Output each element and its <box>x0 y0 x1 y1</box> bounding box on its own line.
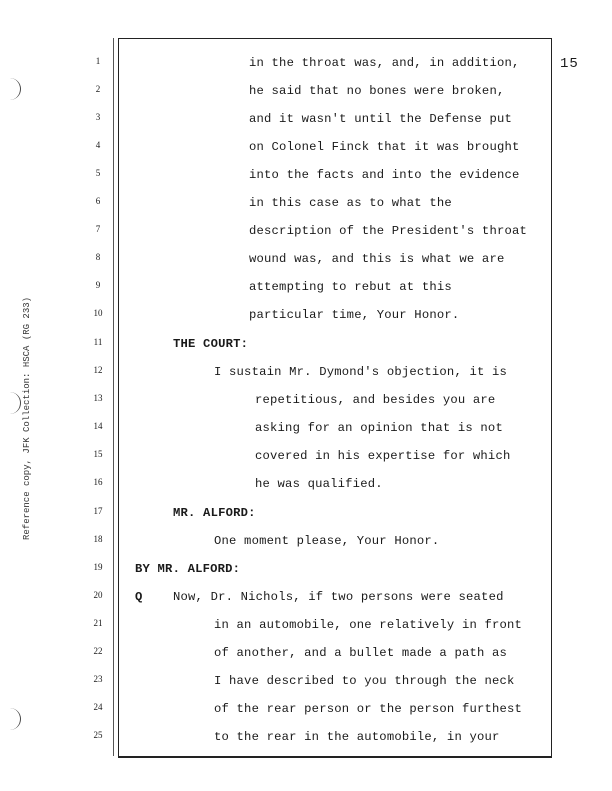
examination-heading: BY MR. ALFORD: <box>135 562 241 576</box>
transcript-line: of another, and a bullet made a path as <box>214 646 508 660</box>
transcript-line: he said that no bones were broken, <box>249 84 505 98</box>
transcript-line: wound was, and this is what we are <box>249 252 505 266</box>
transcript-line: One moment please, Your Honor. <box>214 534 440 548</box>
transcript-line: particular time, Your Honor. <box>249 308 460 322</box>
line-number: 2 <box>95 84 101 94</box>
transcript-line: Now, Dr. Nichols, if two persons were seated <box>173 590 504 604</box>
transcript-line: he was qualified. <box>255 477 383 491</box>
line-number: 20 <box>93 590 103 600</box>
speaker-label: MR. ALFORD: <box>173 506 256 520</box>
line-number: 17 <box>93 506 103 516</box>
line-number: 19 <box>93 562 103 572</box>
transcript-line: attempting to rebut at this <box>249 280 452 294</box>
transcript-line: repetitious, and besides you are <box>255 393 496 407</box>
line-number: 22 <box>93 646 103 656</box>
transcript-line: into the facts and into the evidence <box>249 168 520 182</box>
page-number: 15 <box>560 56 579 72</box>
question-marker: Q <box>135 590 143 604</box>
line-number: 13 <box>93 393 103 403</box>
line-number: 9 <box>95 280 101 290</box>
line-number: 15 <box>93 449 103 459</box>
transcript-line: of the rear person or the person furthest <box>214 702 523 716</box>
transcript-line: in this case as to what the <box>249 196 452 210</box>
line-number: 1 <box>95 56 101 66</box>
punch-hole-mark <box>6 78 21 100</box>
line-number: 14 <box>93 421 103 431</box>
bottom-rule <box>118 756 552 758</box>
transcript-line: and it wasn't until the Defense put <box>249 112 512 126</box>
line-number: 24 <box>93 702 103 712</box>
line-number: 23 <box>93 674 103 684</box>
line-number: 21 <box>93 618 103 628</box>
transcript-line: I have described to you through the neck <box>214 674 515 688</box>
line-number: 11 <box>93 337 103 347</box>
punch-hole-mark <box>6 392 21 414</box>
transcript-line: I sustain Mr. Dymond's objection, it is <box>214 365 508 379</box>
speaker-label: THE COURT: <box>173 337 249 351</box>
transcript-line: to the rear in the automobile, in your <box>214 730 500 744</box>
margin-rule <box>113 38 114 756</box>
transcript-line: covered in his expertise for which <box>255 449 511 463</box>
line-number: 7 <box>95 224 101 234</box>
line-number: 16 <box>93 477 103 487</box>
transcript-line: asking for an opinion that is not <box>255 421 503 435</box>
line-number: 3 <box>95 112 101 122</box>
line-number: 4 <box>95 140 101 150</box>
line-number: 18 <box>93 534 103 544</box>
transcript-line: on Colonel Finck that it was brought <box>249 140 520 154</box>
transcript-line: description of the President's throat <box>249 224 528 238</box>
transcript-line: in an automobile, one relatively in front <box>214 618 523 632</box>
punch-hole-mark <box>6 708 21 730</box>
line-number: 10 <box>93 308 103 318</box>
line-number: 6 <box>95 196 101 206</box>
transcript-line: in the throat was, and, in addition, <box>249 56 520 70</box>
archive-side-note: Reference copy, JFK Collection: HSCA (RG 233) <box>22 296 32 540</box>
line-number: 8 <box>95 252 101 262</box>
line-number: 25 <box>93 730 103 740</box>
line-number: 5 <box>95 168 101 178</box>
line-number: 12 <box>93 365 103 375</box>
